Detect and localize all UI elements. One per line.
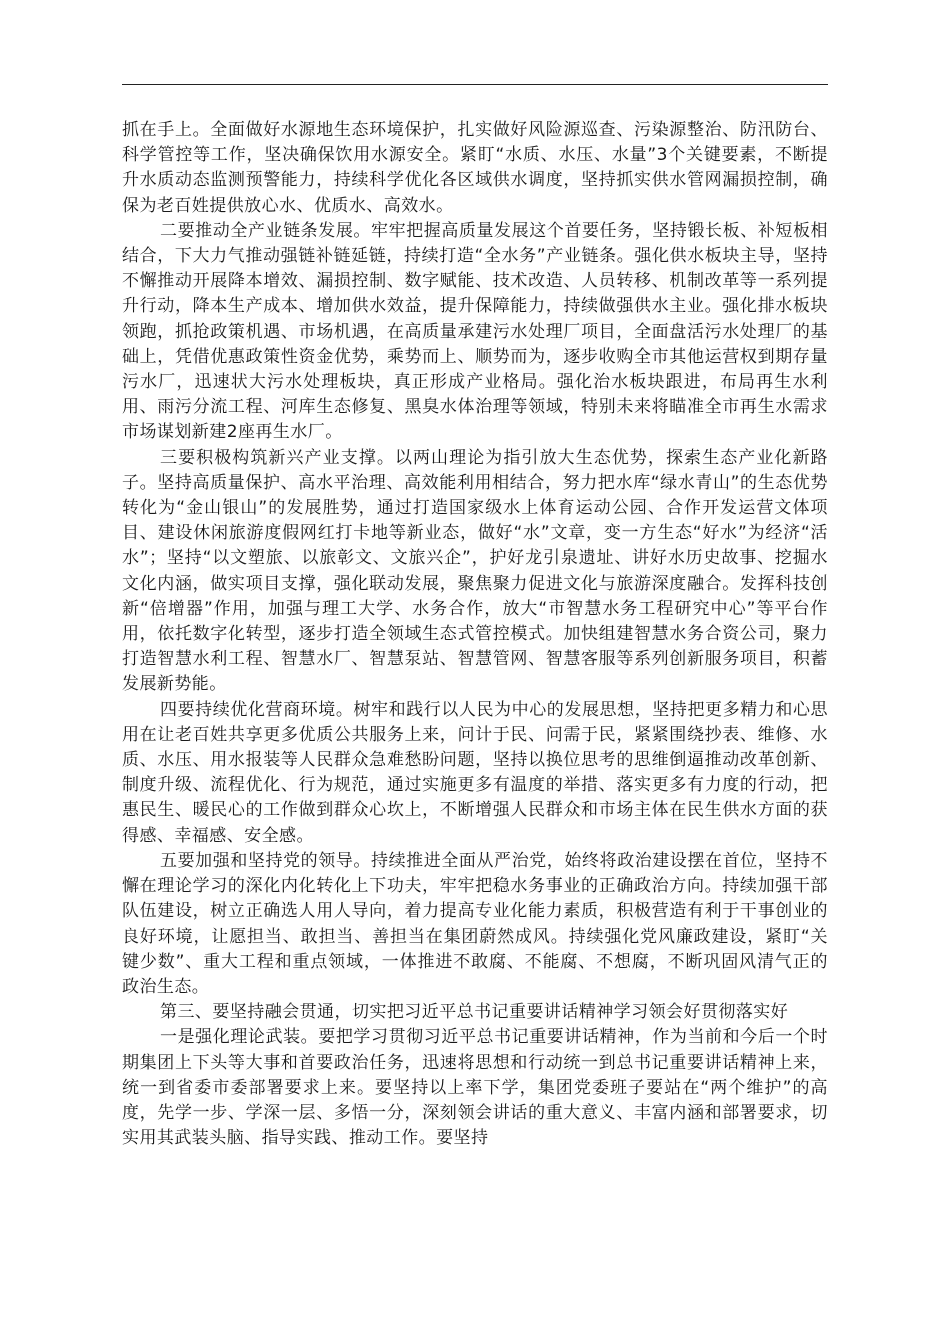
paragraph-continuation: 抓在手上。全面做好水源地生态环境保护，扎实做好风险源巡查、污染源整治、防汛防台、科学管控等工作，坚决确保饮用水源安全。紧盯“水质、水压、水量”3个关键要素，不断提升水质动态监测预警能力，持续科学优化各区域供水调度，坚持抓实供水管网漏损控制，确保为老百姓提供放心水、优质水、高效水。 [122, 120, 828, 216]
paragraph-party-leadership: 五要加强和坚持党的领导。持续推进全面从严治党，始终将政治建设摆在首位，坚持不懈在理论学习的深化内化转化上下功夫，牢牢把稳水务事业的正确政治方向。持续加强干部队伍建设，树立正确选人用人导向，着力提高专业化能力素质，积极营造有利于干事创业的良好环境，让愿担当、敢担当、善担当在集团蔚然成风。持续强化党风廉政建设，紧盯“关键少数”、重大工程和重点领域，一体推进不敢腐、不能腐、不想腐，不断巩固风清气正的政治生态。 [122, 850, 828, 997]
paragraph-industry-chain: 二要推动全产业链条发展。牢牢把握高质量发展这个首要任务，坚持锻长板、补短板相结合，下大力气推动强链补链延链，持续打造“全水务”产业链条。强化供水板块主导，坚持不懈推动开展降本增效、漏损控制、数字赋能、技术改造、人员转移、机制改革等一系列提升行动，降本生产成本、增加供水效益，提升保障能力，持续做强供水主业。强化排水板块领跑，抓抢政策机遇、市场机遇，在高质量承建污水处理厂项目，全面盘活污水处理厂的基础上，凭借优惠政策性资金优势，乘势而上、顺势而为，逐步收购全市其他运营权到期存量污水厂，迅速状大污水处理板块，真正形成产业格局。强化治水板块跟进，布局再生水利用、雨污分流工程、河库生态修复、黑臭水体治理等领域，特别未来将瞄准全市再生水需求市场谋划新建2座再生水厂。 [122, 220, 828, 443]
paragraph-theory-study: 一是强化理论武装。要把学习贯彻习近平总书记重要讲话精神，作为当前和今后一个时期集团上下头等大事和首要政治任务，迅速将思想和行动统一到总书记重要讲话精神上来，统一到省委市委部署要求上来。要坚持以上率下学，集团党委班子要站在“两个维护”的高度，先学一步、学深一层、多悟一分，深刻领会讲话的重大意义、丰富内涵和部署要求，切实用其武装头脑、指导实践、推动工作。要坚持 [122, 1027, 828, 1149]
document-body [122, 118, 828, 1151]
paragraph-business-environment: 四要持续优化营商环境。树牢和践行以人民为中心的发展思想，坚持把更多精力和心思用在让老百姓共享更多优质公共服务上来，问计于民、问需于民，紧紧围绕抄表、维修、水质、水压、用水报装等人民群众急难愁盼问题，坚持以换位思考的思维倒逼推动改革创新、制度升级、流程优化、行为规范，通过实施更多有温度的举措、落实更多有力度的行动，把惠民生、暖民心的工作做到群众心坎上，不断增强人民群众和市场主体在民生供水方面的获得感、幸福感、安全感。 [122, 699, 828, 846]
paragraph-emerging-industries: 三要积极构筑新兴产业支撑。以两山理论为指引放大生态优势，探索生态产业化新路子。坚持高质量保护、高水平治理、高效能利用相结合，努力把水库“绿水青山”的生态优势转化为“金山银山”的发展胜势，通过打造国家级水上体育运动公园、合作开发运营文体项目、建设休闲旅游度假网红打卡地等新业态，做好“水”文章，变一方生态“好水”为经济“活水”；坚持“以文塑旅、以旅彰文、文旅兴企”，护好龙引泉遗址、讲好水历史故事、挖掘水文化内涵，做实项目支撑，强化联动发展，聚焦聚力促进文化与旅游深度融合。发挥科技创新“倍增器”作用，加强与理工大学、水务合作，放大“市智慧水务工程研究中心”等平台作用，依托数字化转型，逐步打造全领域生态式管控模式。加快组建智慧水务合资公司，聚力打造智慧水利工程、智慧水厂、智慧泵站、智慧管网、智慧客服等系列创新服务项目，积蓄发展新势能。 [122, 447, 828, 695]
header-rule [122, 84, 828, 85]
section-heading-third: 第三、要坚持融会贯通，切实把习近平总书记重要讲话精神学习领会好贯彻落实好 [160, 1002, 789, 1023]
